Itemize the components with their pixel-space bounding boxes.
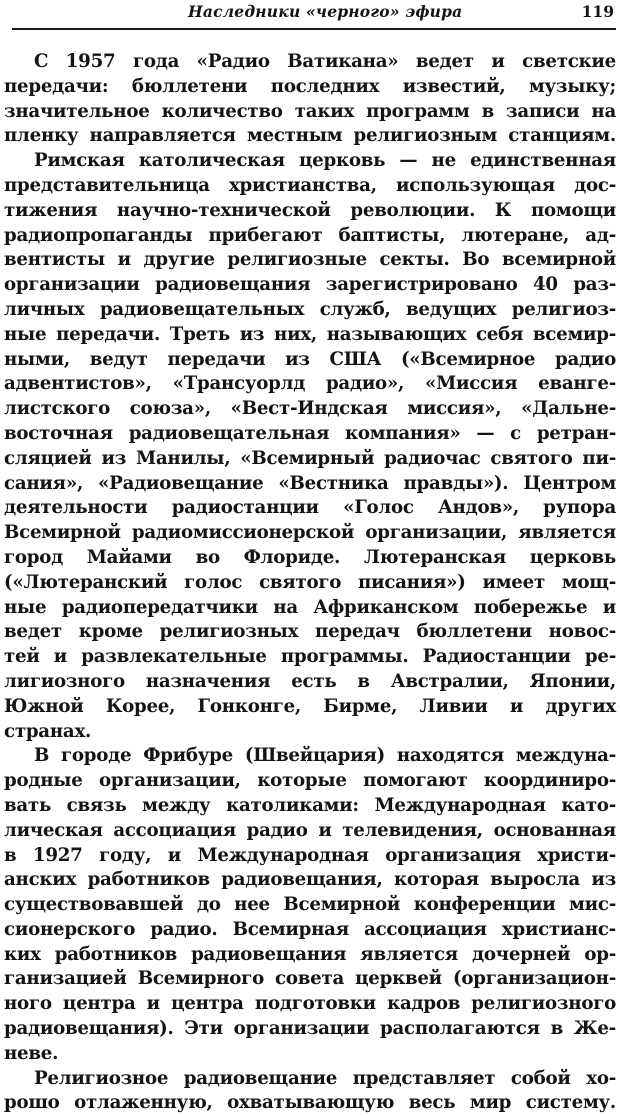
text-line: анских работников радиовещания, которая выросла из bbox=[4, 869, 616, 891]
running-header bbox=[12, 0, 616, 30]
page-number: 119 bbox=[581, 2, 614, 21]
text-line: ганизацией Всемирного совета церквей (организацион- bbox=[4, 968, 616, 990]
text-line: сионерского радио. Всемирная ассоциация христианс- bbox=[4, 918, 616, 940]
text-line: ких работников радиовещания является дочерней ор- bbox=[4, 943, 616, 965]
text-line: вентисты и другие религиозные секты. Во всемирной bbox=[4, 249, 616, 271]
text-line: представительница христианства, использующая дос- bbox=[4, 174, 616, 196]
text-line: ные радиопередатчики на Африканском побережье и bbox=[4, 596, 616, 618]
text-line: ного центра и центра подготовки кадров религиозного bbox=[4, 993, 616, 1015]
text-line: адвентистов», «Трансуорлд радио», «Миссия еванге- bbox=[4, 373, 616, 395]
body-text bbox=[4, 50, 616, 1116]
text-line: пленку направляется местным религиозным станциям. bbox=[4, 125, 616, 147]
text-line: значительное количество таких программ в записи на bbox=[4, 100, 616, 122]
text-line: родные организации, которые помогают координиро- bbox=[4, 770, 616, 792]
text-line: сляцией из Манилы, «Всемирный радиочас святого пи- bbox=[4, 447, 616, 469]
text-line: радиопропаганды прибегают баптисты, лютеране, ад- bbox=[4, 224, 616, 246]
text-line: личных радиовещательных служб, ведущих религиоз- bbox=[4, 298, 616, 320]
text-line: город Майами во Флориде. Лютеранская церковь bbox=[4, 546, 616, 568]
text-line: организации радиовещания зарегистрировано 40 раз- bbox=[4, 274, 616, 296]
text-line: странах. bbox=[4, 720, 92, 742]
text-line: восточная радиовещательная компания» — с ретран- bbox=[4, 422, 616, 444]
text-line: («Лютеранский голос святого писания») имеет мощ- bbox=[4, 571, 616, 593]
text-line: вать связь между католиками: Международная като- bbox=[4, 794, 616, 816]
text-line: Всемирной радиомиссионерской организации, является bbox=[4, 522, 616, 544]
text-line: Религиозное радиовещание представляет собой хо- bbox=[34, 1067, 616, 1089]
text-line: тижения научно-технической революции. К помощи bbox=[4, 199, 616, 221]
text-line: неве. bbox=[4, 1042, 59, 1064]
text-line: ные передачи. Треть из них, называющих себя всемир- bbox=[4, 323, 616, 345]
text-line: деятельности радиостанции «Голос Андов», рупора bbox=[4, 497, 616, 519]
text-line: лигиозного назначения есть в Австралии, Японии, bbox=[4, 670, 616, 692]
running-title: Наследники «черного» эфира bbox=[188, 2, 463, 21]
text-line: Римская католическая церковь — не единственная bbox=[34, 150, 616, 172]
text-line: существовавшей до нее Всемирной конференции мис- bbox=[4, 894, 616, 916]
text-line: С 1957 года «Радио Ватикана» ведет и светские bbox=[34, 51, 616, 72]
text-line: сания», «Радиовещание «Вестника правды»). Центром bbox=[4, 472, 616, 494]
text-line: листского союза», «Вест-Индская миссия», «Дальне- bbox=[4, 398, 616, 420]
text-line: ведет кроме религиозных передач бюллетени новос- bbox=[4, 621, 616, 643]
text-line: ными, ведут передачи из США («Всемирное радио bbox=[4, 348, 616, 370]
text-line: рошо отлаженную, охватывающую весь мир систему. bbox=[4, 1092, 616, 1114]
text-line: передачи: бюллетени последних известий, музыку; bbox=[4, 75, 616, 97]
text-line: Южной Корее, Гонконге, Бирме, Ливии и других bbox=[4, 695, 616, 717]
text-line: В городе Фрибуре (Швейцария) находятся междуна- bbox=[34, 745, 616, 767]
text-line: в 1927 году, и Международная организация христи- bbox=[4, 844, 616, 866]
text-line: тей и развлекательные программы. Радиостанции ре- bbox=[4, 646, 616, 668]
text-line: радиовещания). Эти организации располагаются в Же- bbox=[4, 1018, 616, 1040]
text-line: лическая ассоциация радио и телевидения, основанная bbox=[4, 819, 616, 841]
